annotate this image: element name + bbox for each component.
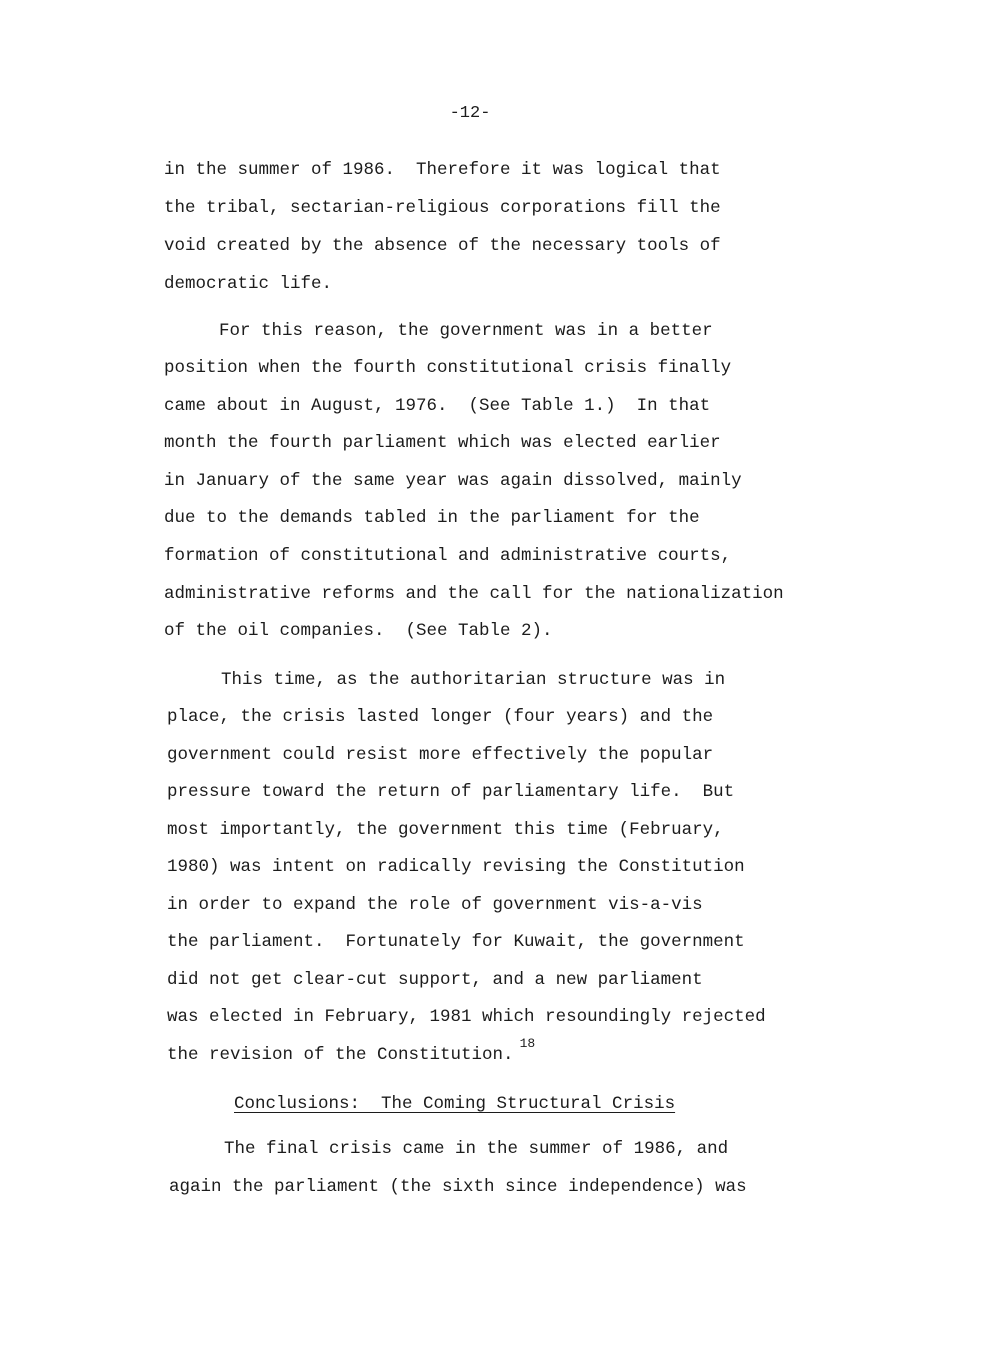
paragraph-3-line-6: 1980) was intent on radically revising the Constitution bbox=[167, 857, 745, 877]
paragraph-2-line-1: For this reason, the government was in a better bbox=[219, 321, 713, 341]
paragraph-2-line-4: month the fourth parliament which was elected earlier bbox=[164, 433, 721, 453]
paragraph-3-line-11 bbox=[167, 1036, 536, 1065]
paragraph-2-line-7: formation of constitutional and administrative courts, bbox=[164, 546, 732, 566]
paragraph-3-line-1: This time, as the authoritarian structure was in bbox=[221, 670, 726, 690]
paragraph-1-line-3: void created by the absence of the necessary tools of bbox=[164, 236, 721, 256]
paragraph-3-line-2: place, the crisis lasted longer (four years) and the bbox=[167, 707, 714, 727]
final-paragraph-line-1: The final crisis came in the summer of 1986, and bbox=[224, 1139, 729, 1159]
paragraph-3-line-8: the parliament. Fortunately for Kuwait, the government bbox=[167, 932, 745, 952]
paragraph-3-line-10: was elected in February, 1981 which resoundingly rejected bbox=[167, 1007, 766, 1027]
page-number: -12- bbox=[449, 104, 491, 123]
paragraph-2-line-8: administrative reforms and the call for the nationalization bbox=[164, 584, 784, 604]
paragraph-3-line-4: pressure toward the return of parliamentary life. But bbox=[167, 782, 735, 802]
paragraph-1-line-1: in the summer of 1986. Therefore it was logical that bbox=[164, 160, 721, 180]
section-heading: Conclusions: The Coming Structural Crisis bbox=[234, 1094, 676, 1114]
paragraph-2-line-3: came about in August, 1976. (See Table 1.) In that bbox=[164, 396, 711, 416]
paragraph-3-line-7: in order to expand the role of government vis-a-vis bbox=[167, 895, 703, 915]
paragraph-2-line-9: of the oil companies. (See Table 2). bbox=[164, 621, 553, 641]
paragraph-2-line-2: position when the fourth constitutional crisis finally bbox=[164, 358, 732, 378]
paragraph-3-line-9: did not get clear-cut support, and a new parliament bbox=[167, 970, 703, 990]
paragraph-2-line-5: in January of the same year was again dissolved, mainly bbox=[164, 471, 742, 491]
paragraph-2-line-6: due to the demands tabled in the parliament for the bbox=[164, 508, 700, 528]
paragraph-1-line-2: the tribal, sectarian-religious corporations fill the bbox=[164, 198, 721, 218]
final-paragraph-line-2: again the parliament (the sixth since independence) was bbox=[169, 1177, 747, 1197]
footnote-reference: 18 bbox=[519, 1036, 536, 1051]
paragraph-1-line-4: democratic life. bbox=[164, 274, 333, 294]
paragraph-3-line-11-text: the revision of the Constitution. bbox=[167, 1045, 514, 1065]
paragraph-3-line-5: most importantly, the government this time (February, bbox=[167, 820, 724, 840]
paragraph-3-line-3: government could resist more effectively the popular bbox=[167, 745, 714, 765]
